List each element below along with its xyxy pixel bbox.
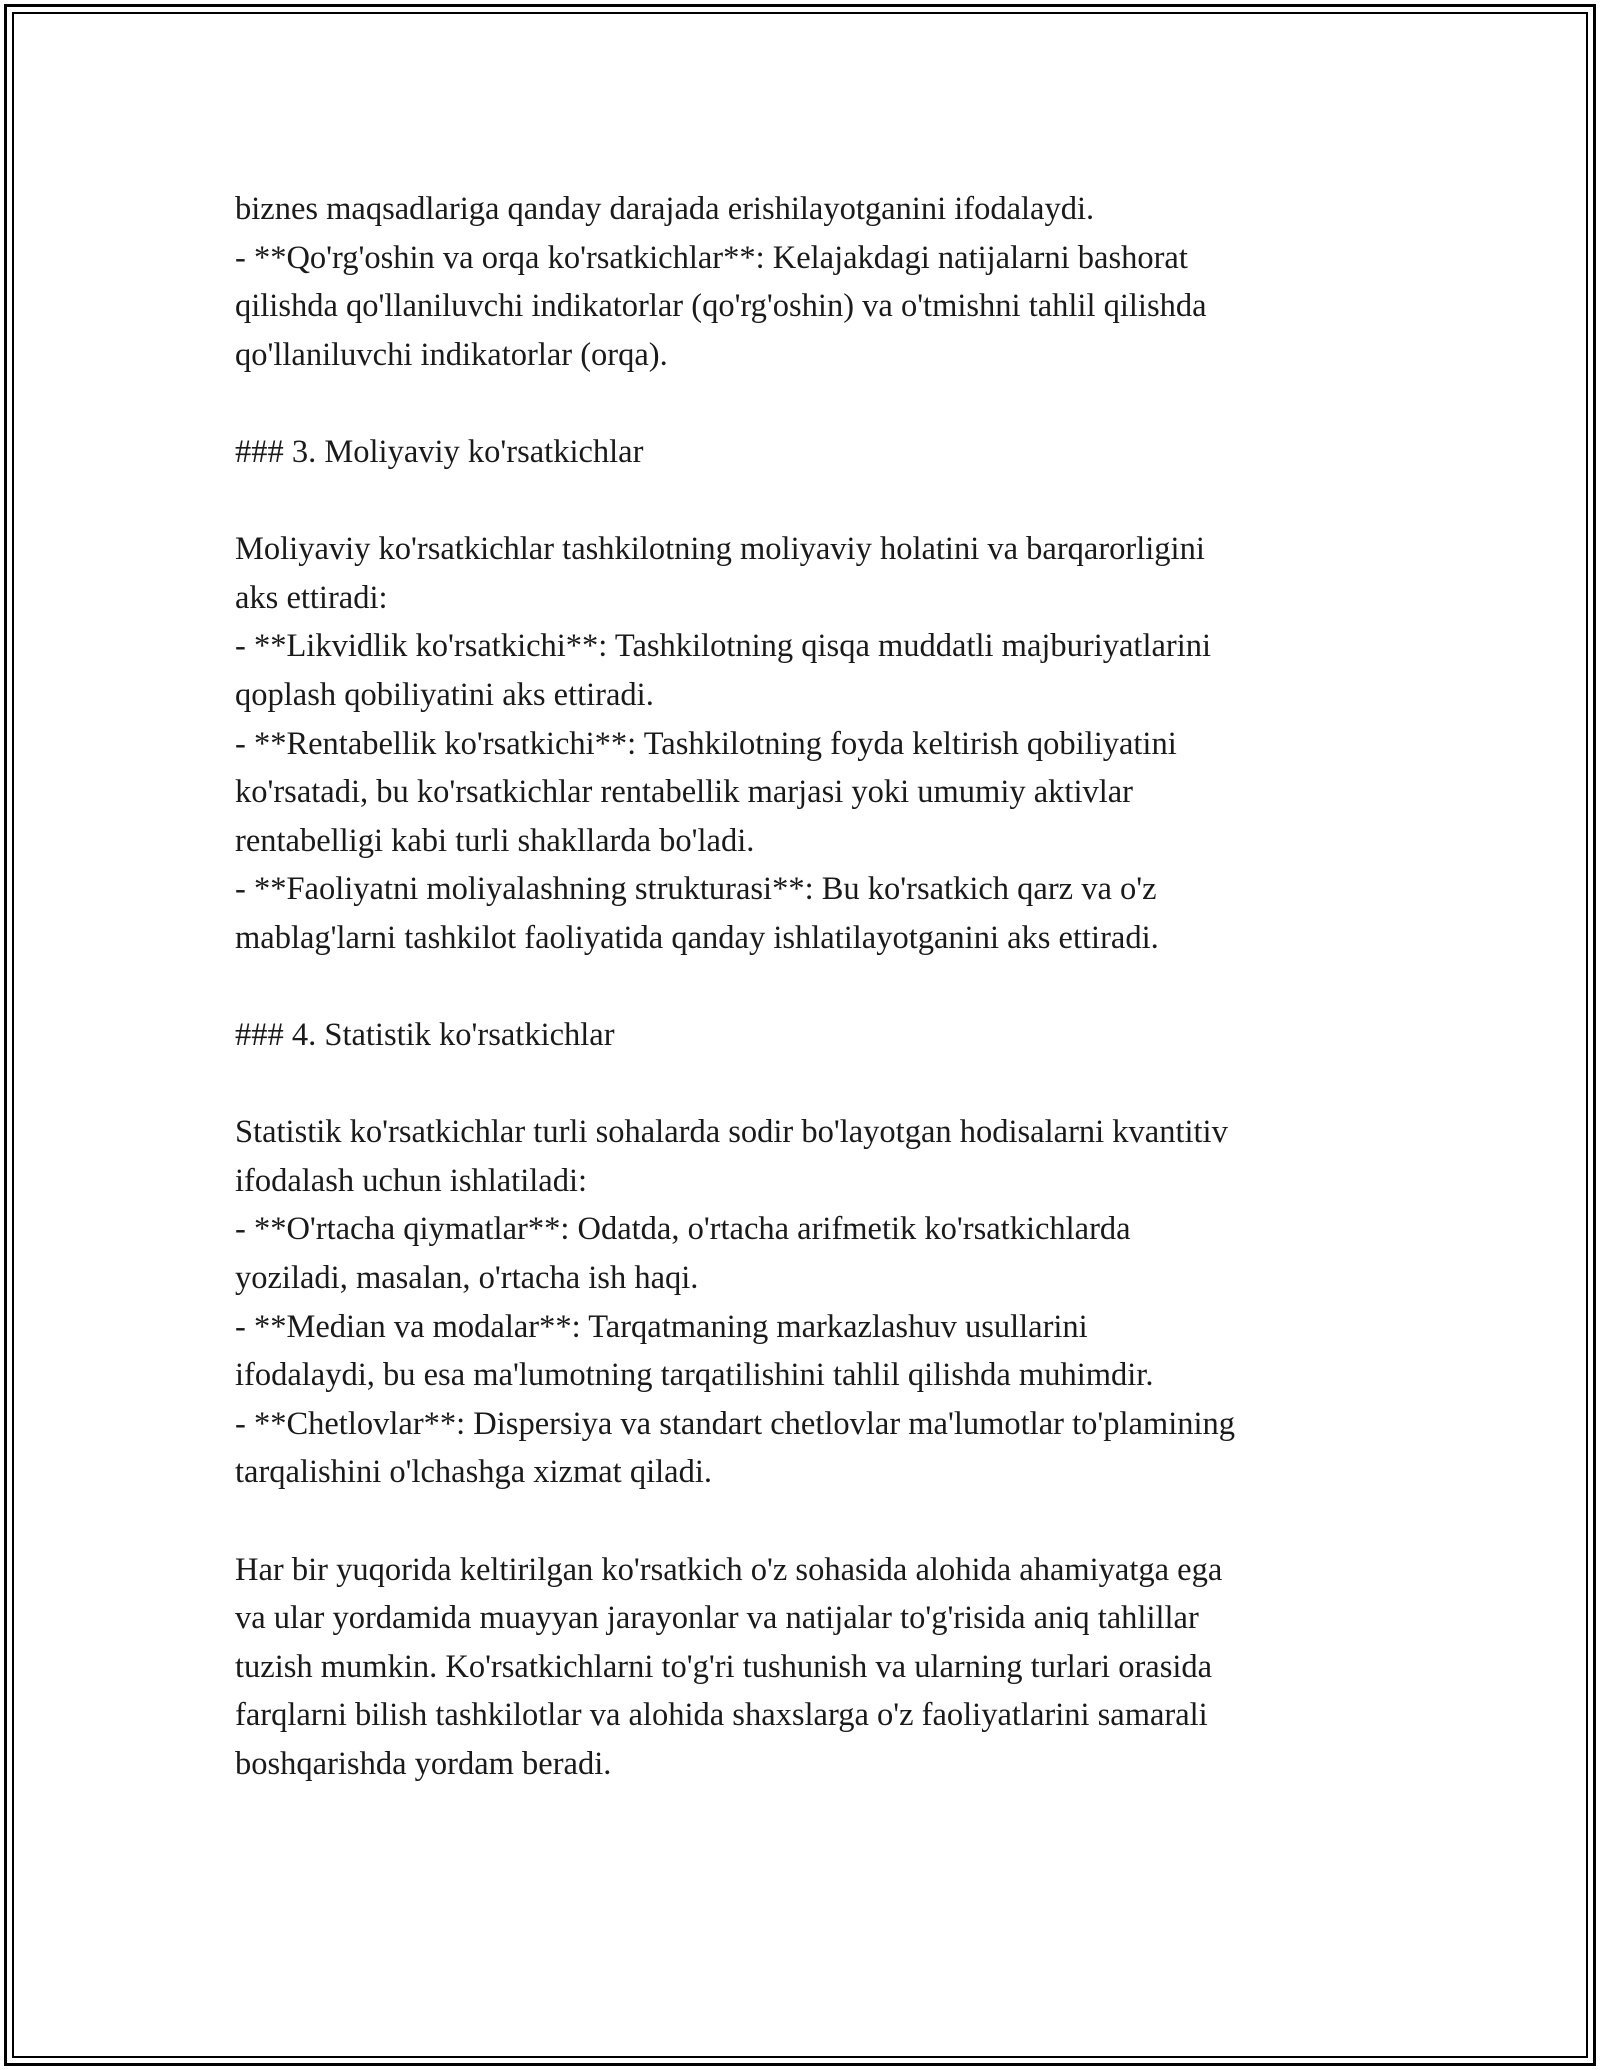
text-line: ko'rsatadi, bu ko'rsatkichlar rentabellik marjasi yoki umumiy aktivlar [235, 774, 1134, 811]
text-line: va ular yordamida muayyan jarayonlar va natijalar to'g'risida aniq tahlillar [235, 1600, 1199, 1637]
blank-line [235, 1060, 1375, 1109]
text-line: qoplash qobiliyatini aks ettiradi. [235, 676, 654, 713]
text-line: - **Median va modalar**: Tarqatmaning markazlashuv usullarini [235, 1308, 1088, 1345]
text-line: ifodalash uchun ishlatiladi: [235, 1162, 588, 1199]
text-line: Har bir yuqorida keltirilgan ko'rsatkich o'z sohasida alohida ahamiyatga ega [235, 1551, 1223, 1588]
document-body [235, 185, 1375, 1789]
text-line: yoziladi, masalan, o'rtacha ish haqi. [235, 1260, 699, 1297]
blank-line [235, 1497, 1375, 1546]
text-line: qo'llaniluvchi indikatorlar (orqa). [235, 336, 668, 373]
text-line: biznes maqsadlariga qanday darajada erishilayotganini ifodalaydi. [235, 191, 1095, 227]
text-line: - **Faoliyatni moliyalashning strukturasi**: Bu ko'rsatkich qarz va o'z [235, 871, 1157, 908]
text-line: qilishda qo'llaniluvchi indikatorlar (qo'rg'oshin) va o'tmishni tahlil qilishda [235, 288, 1207, 325]
text-line: - **Likvidlik ko'rsatkichi**: Tashkilotning qisqa muddatli majburiyatlarini [235, 628, 1212, 665]
text-line: - **Qo'rg'oshin va orqa ko'rsatkichlar**: Kelajakdagi natijalarni bashorat [235, 239, 1188, 276]
text-line: - **Rentabellik ko'rsatkichi**: Tashkilotning foyda keltirish qobiliyatini [235, 725, 1177, 762]
section-heading: ### 4. Statistik ko'rsatkichlar [235, 1017, 615, 1054]
text-line: Moliyaviy ko'rsatkichlar tashkilotning moliyaviy holatini va barqarorligini [235, 531, 1205, 568]
text-line: - **Chetlovlar**: Dispersiya va standart chetlovlar ma'lumotlar to'plamining [235, 1405, 1236, 1442]
text-line: mablag'larni tashkilot faoliyatida qanday ishlatilayotganini aks ettiradi. [235, 919, 1159, 956]
text-line: tuzish mumkin. Ko'rsatkichlarni to'g'ri tushunish va ularning turlari orasida [235, 1648, 1213, 1685]
text-line: Statistik ko'rsatkichlar turli sohalarda sodir bo'layotgan hodisalarni kvantitiv [235, 1114, 1228, 1151]
blank-line [235, 963, 1375, 1012]
text-line: farqlarni bilish tashkilotlar va alohida shaxslarga o'z faoliyatlarini samarali [235, 1697, 1208, 1734]
text-line: ifodalaydi, bu esa ma'lumotning tarqatilishini tahlil qilishda muhimdir. [235, 1357, 1154, 1394]
text-line: aks ettiradi: [235, 579, 388, 616]
section-heading: ### 3. Moliyaviy ko'rsatkichlar [235, 433, 644, 470]
text-line: boshqarishda yordam beradi. [235, 1746, 612, 1782]
text-line: rentabelligi kabi turli shakllarda bo'ladi. [235, 822, 755, 859]
text-line: - **O'rtacha qiymatlar**: Odatda, o'rtacha arifmetik ko'rsatkichlarda [235, 1211, 1131, 1248]
blank-line [235, 477, 1375, 526]
text-line: tarqalishini o'lchashga xizmat qiladi. [235, 1454, 712, 1491]
blank-line [235, 379, 1375, 428]
